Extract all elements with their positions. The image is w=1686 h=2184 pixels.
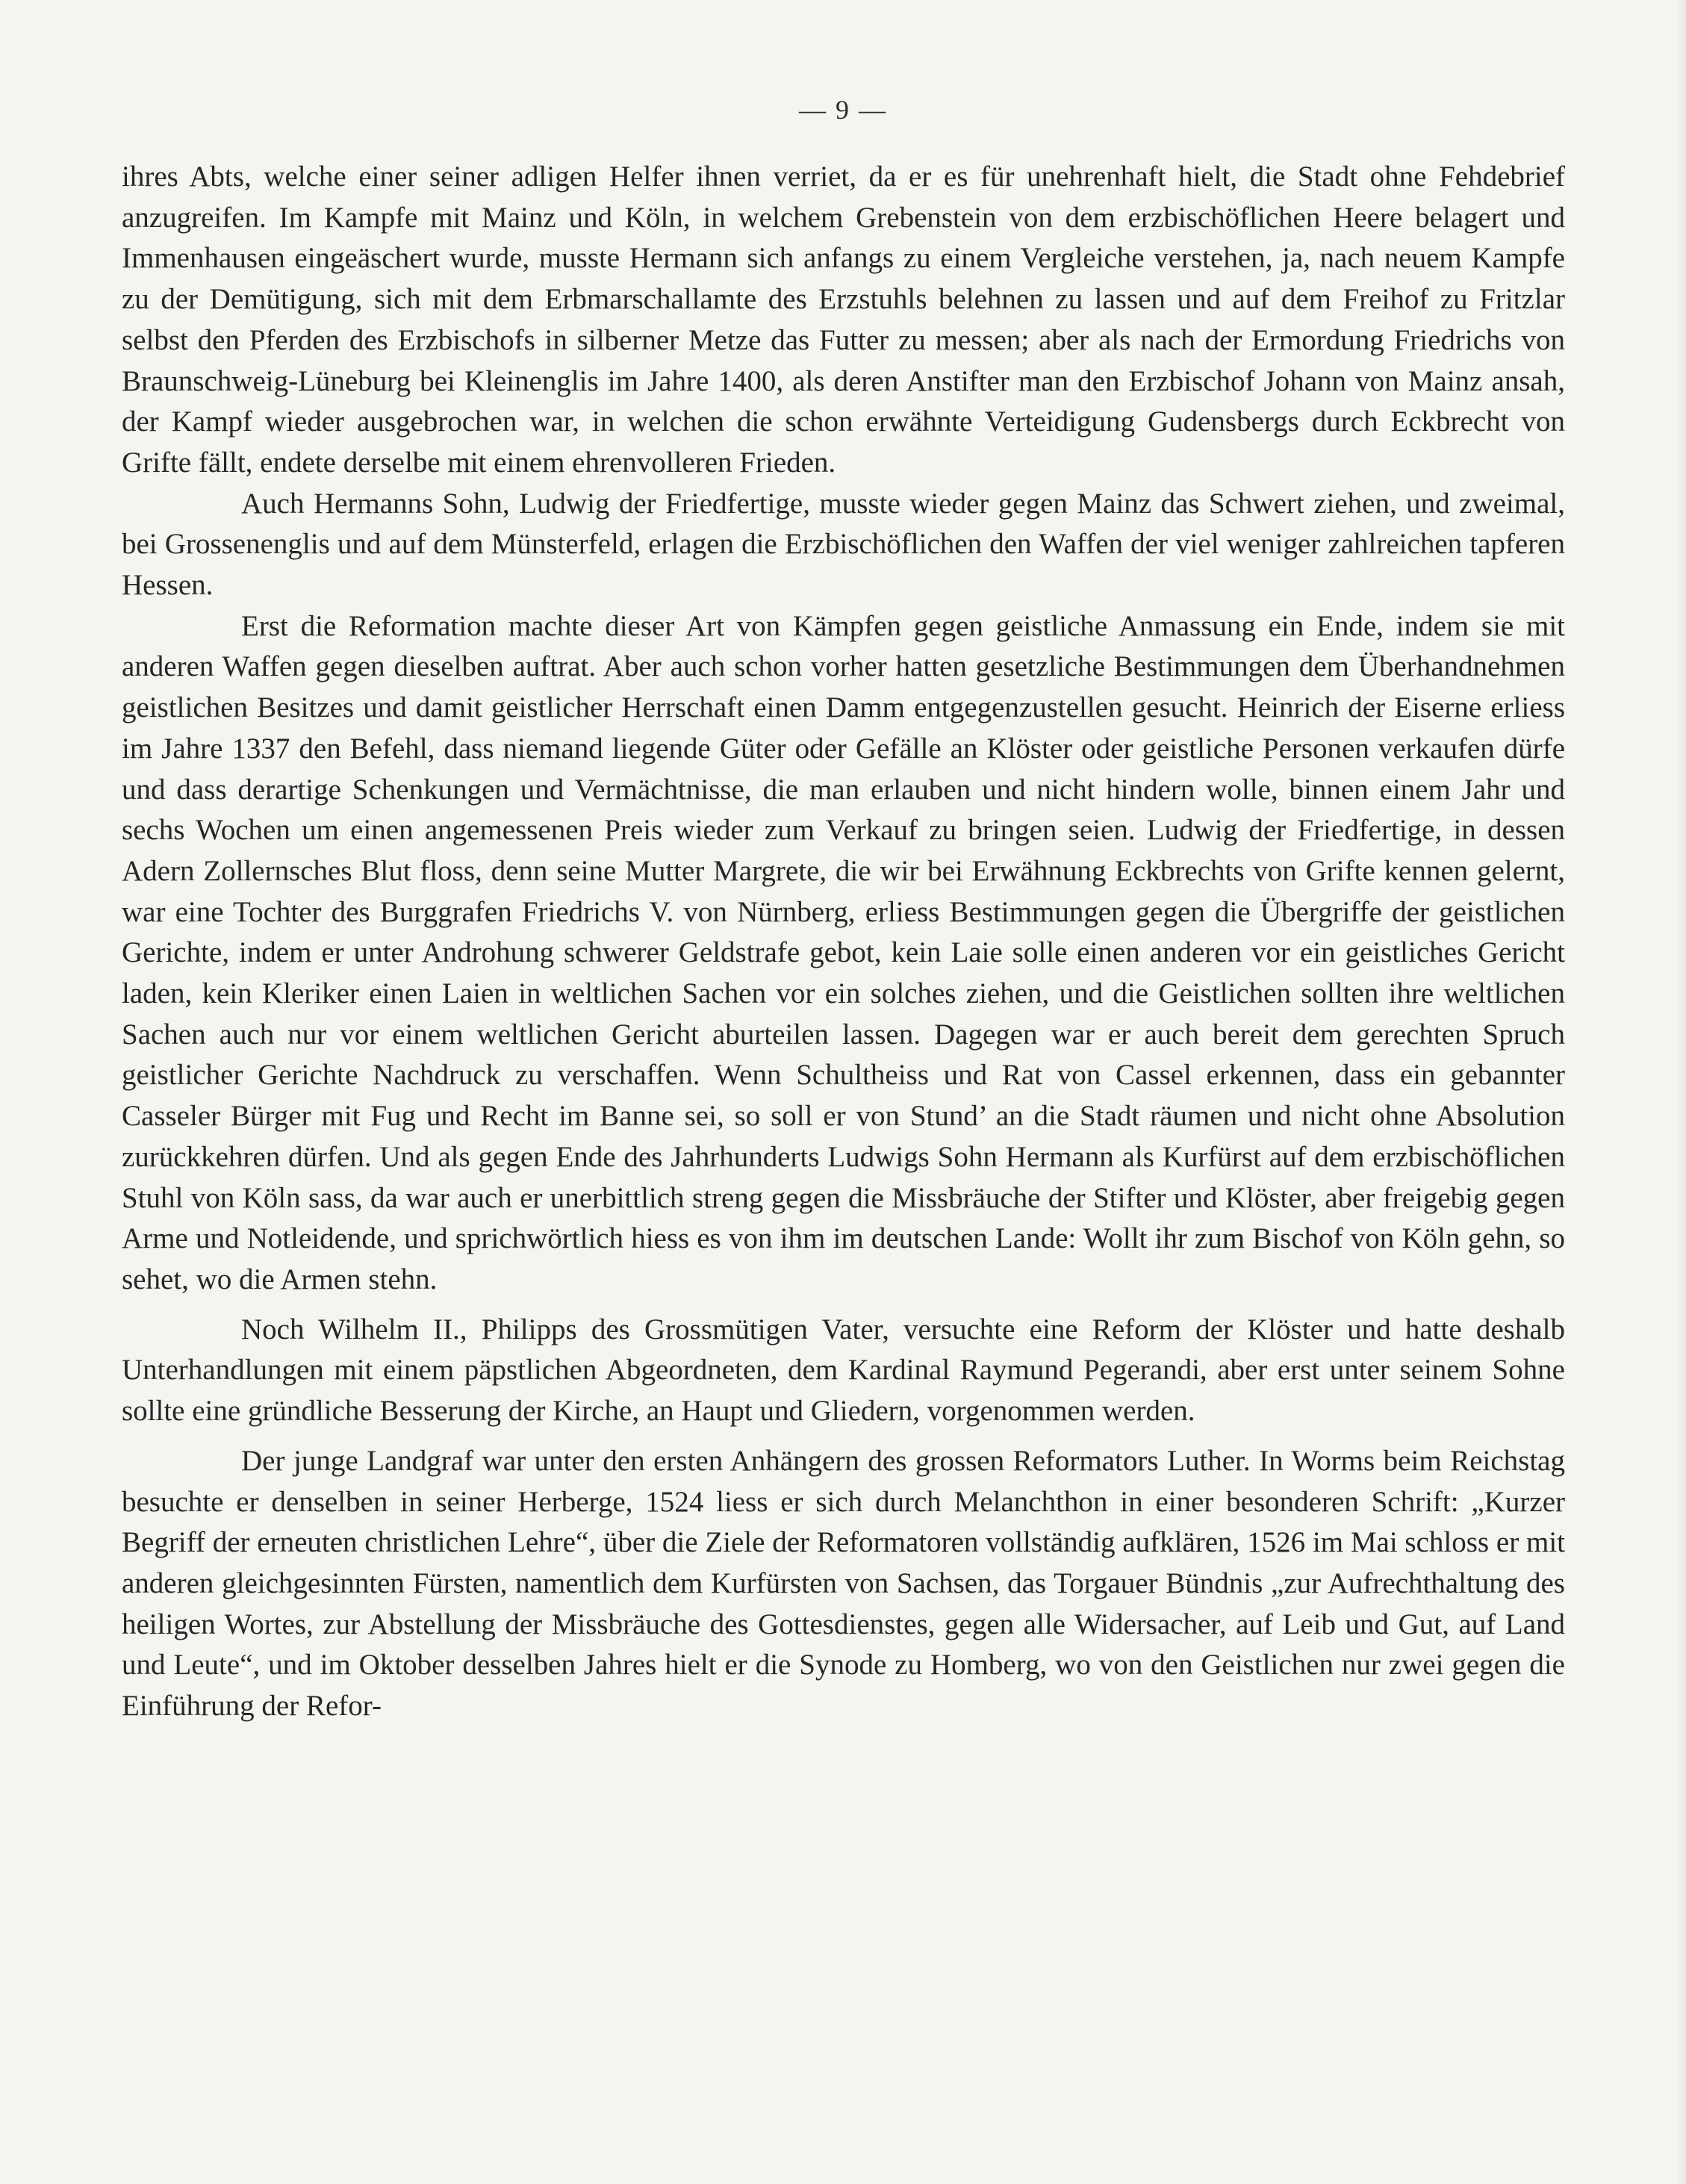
paragraph-2: Auch Hermanns Sohn, Ludwig der Friedfertige, musste wieder gegen Mainz das Schwert ziehen, und zweimal, bei Grossenenglis und auf dem Münsterfeld, erlagen die Erzbischöflichen den Waffen der viel weniger zahlreichen tapferen Hessen.	[122, 487, 1565, 602]
page-number: — 9 —	[799, 95, 887, 125]
paragraph-5: Der junge Landgraf war unter den ersten Anhängern des grossen Reformators Luther. In Worms beim Reichstag besuchte er denselben in seiner Herberge, 1524 liess er sich durch Melanchthon in einer besonderen Schrift: „Kurzer Begriff der erneuten christlichen Lehre“, über die Ziele der Reformatoren vollständig aufklären, 1526 im Mai schloss er mit anderen gleichgesinnten Fürsten, namentlich dem Kurfürsten von Sachsen, das Torgauer Bündnis „zur Aufrechthaltung des heiligen Wortes, zur Abstellung der Missbräuche des Gottesdienstes, gegen alle Widersacher, auf Leib und Gut, auf Land und Leute“, und im Oktober desselben Jahres hielt er die Synode zu Homberg, wo von den Geistlichen nur zwei gegen die Einführung der Refor-	[122, 1444, 1565, 1723]
body-text	[122, 157, 1565, 1727]
scan-edge-shadow	[1676, 0, 1686, 2184]
paragraph-1: ihres Abts, welche einer seiner adligen Helfer ihnen verriet, da er es für unehrenhaft hielt, die Stadt ohne Fehdebrief anzugreifen. Im Kampfe mit Mainz und Köln, in welchem Grebenstein von dem erzbischöflichen Heere belagert und Immenhausen eingeäschert wurde, musste Hermann sich anfangs zu einem Vergleiche verstehen, ja, nach neuem Kampfe zu der Demütigung, sich mit dem Erbmarschallamte des Erzstuhls belehnen zu lassen und auf dem Freihof zu Fritzlar selbst den Pferden des Erzbischofs in silberner Metze das Futter zu messen; aber als nach der Ermordung Friedrichs von Braunschweig-Lüneburg bei Kleinenglis im Jahre 1400, als deren Anstifter man den Erzbischof Johann von Mainz ansah, der Kampf wieder ausgebrochen war, in welchen die schon erwähnte Verteidigung Gudensbergs durch Eckbrecht von Grifte fällt, endete derselbe mit einem ehrenvolleren Frieden.	[122, 161, 1565, 479]
paragraph-3: Erst die Reformation machte dieser Art von Kämpfen gegen geistliche Anmassung ein Ende, indem sie mit anderen Waffen gegen dieselben auftrat. Aber auch schon vorher hatten gesetzliche Bestimmungen dem Überhandnehmen geistlichen Besitzes und damit geistlicher Herrschaft einen Damm entgegenzustellen gesucht. Heinrich der Eiserne erliess im Jahre 1337 den Befehl, dass niemand liegende Güter oder Gefälle an Klöster oder geistliche Personen verkaufen dürfe und dass derartige Schenkungen und Vermächtnisse, die man erlauben und nicht hindern wolle, binnen einem Jahr und sechs Wochen um einen angemessenen Preis wieder zum Verkauf zu bringen seien. Ludwig der Friedfertige, in dessen Adern Zollernsches Blut floss, denn seine Mutter Margrete, die wir bei Erwähnung Eckbrechts von Grifte kennen gelernt, war eine Tochter des Burggrafen Friedrichs V. von Nürnberg, erliess Bestimmungen gegen die Übergriffe der geistlichen Gerichte, indem er unter Androhung schwerer Geldstrafe gebot, kein Laie solle einen anderen vor ein geistliches Gericht laden, kein Kleriker einen Laien in weltlichen Sachen vor ein solches ziehen, und die Geistlichen sollten ihre weltlichen Sachen auch nur vor einem weltlichen Gericht aburteilen lassen. Dagegen war er auch bereit dem gerechten Spruch geistlicher Gerichte Nachdruck zu verschaffen. Wenn Schultheiss und Rat von Cassel erkennen, dass ein gebannter Casseler Bürger mit Fug und Recht im Banne sei, so soll er von Stund’ an die Stadt räumen und nicht ohne Absolution zurückkehren dürfen. Und als gegen Ende des Jahrhunderts Ludwigs Sohn Hermann als Kurfürst auf dem erzbischöflichen Stuhl von Köln sass, da war auch er unerbittlich streng gegen die Missbräuche der Stifter und Klöster, aber freigebig gegen Arme und Notleidende, und sprichwörtlich hiess es von ihm im deutschen Lande: Wollt ihr zum Bischof von Köln gehn, so sehet, wo die Armen stehn.	[122, 609, 1565, 1295]
paragraph-4: Noch Wilhelm II., Philipps des Grossmütigen Vater, versuchte eine Reform der Klöster und hatte deshalb Unterhandlungen mit einem päpstlichen Abgeordneten, dem Kardinal Raymund Pegerandi, aber erst unter seinem Sohne sollte eine gründliche Besserung der Kirche, an Haupt und Gliedern, vorgenommen werden.	[122, 1313, 1565, 1428]
